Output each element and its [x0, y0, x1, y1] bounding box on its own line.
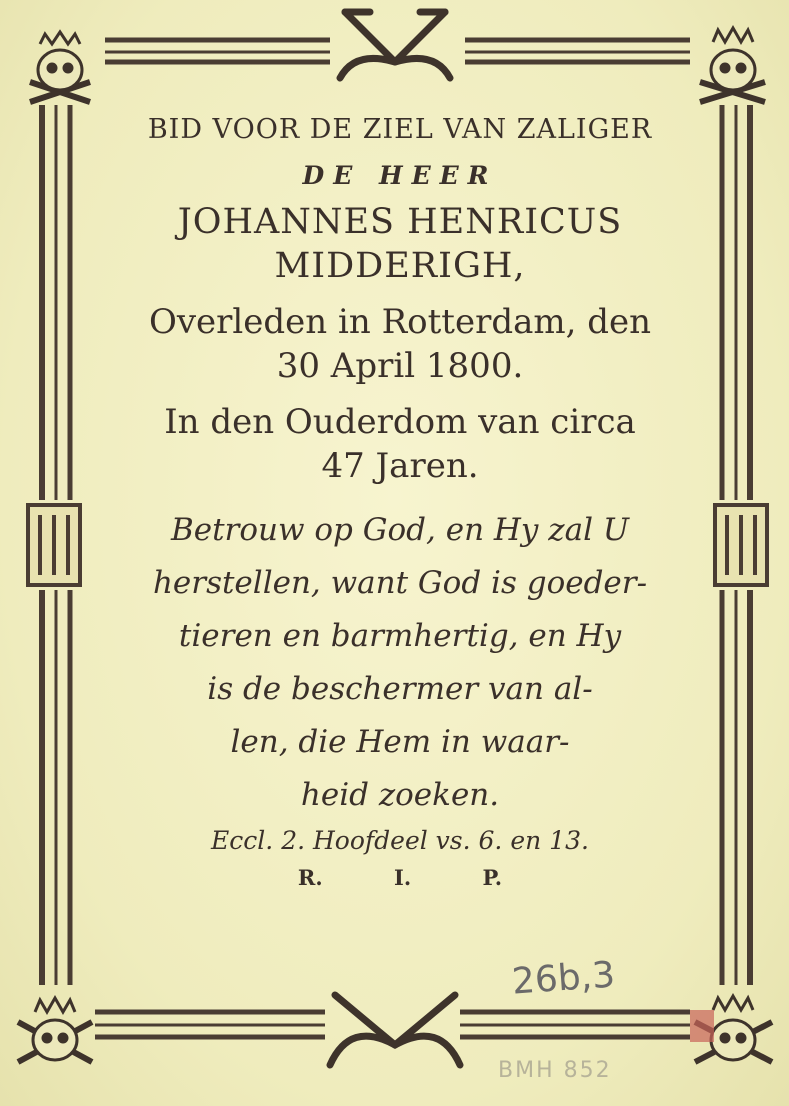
verse-line: is de beschermer van al- — [207, 671, 593, 707]
catalog-stamp: BMH 852 — [498, 1058, 612, 1083]
death-date: 30 April 1800. — [276, 346, 524, 386]
red-seal-mark — [690, 1010, 714, 1042]
crossed-ornament-bottom — [330, 995, 460, 1065]
age-years: 47 Jaren. — [321, 446, 479, 486]
side-ornament-right — [715, 505, 767, 585]
pencil-annotation: 26b,3 — [510, 954, 617, 1003]
memorial-text — [95, 110, 705, 890]
verse-line: tieren en barmhertig, en Hy — [178, 618, 622, 654]
skull-icon-top-right — [700, 28, 765, 102]
age-line: In den Ouderdom van circa — [164, 402, 636, 442]
side-ornament-left — [28, 505, 80, 585]
verse-line: heid zoeken. — [300, 777, 500, 813]
deceased-surname: MIDDERIGH, — [274, 246, 526, 286]
verse-line: herstellen, want God is goeder- — [152, 565, 648, 601]
prayer-heading: BID VOOR DE ZIEL VAN ZALIGER — [147, 114, 653, 145]
deceased-first-names: JOHANNES HENRICUS — [177, 202, 623, 242]
skull-icon-bottom-left — [18, 998, 92, 1062]
rip-line: R. I. P. — [297, 865, 503, 890]
crossed-ornament-top — [340, 12, 450, 78]
death-place: Overleden in Rotterdam, den — [148, 302, 652, 342]
verse-line: Betrouw op God, en Hy zal U — [170, 512, 630, 548]
skull-icon-top-left — [30, 32, 90, 102]
bottom-border-rules — [95, 1012, 690, 1037]
title-de-heer: DE HEER — [302, 161, 498, 190]
scripture-reference: Eccl. 2. Hoofdeel vs. 6. en 13. — [211, 826, 589, 855]
verse-line: len, die Hem in waar- — [230, 724, 570, 760]
